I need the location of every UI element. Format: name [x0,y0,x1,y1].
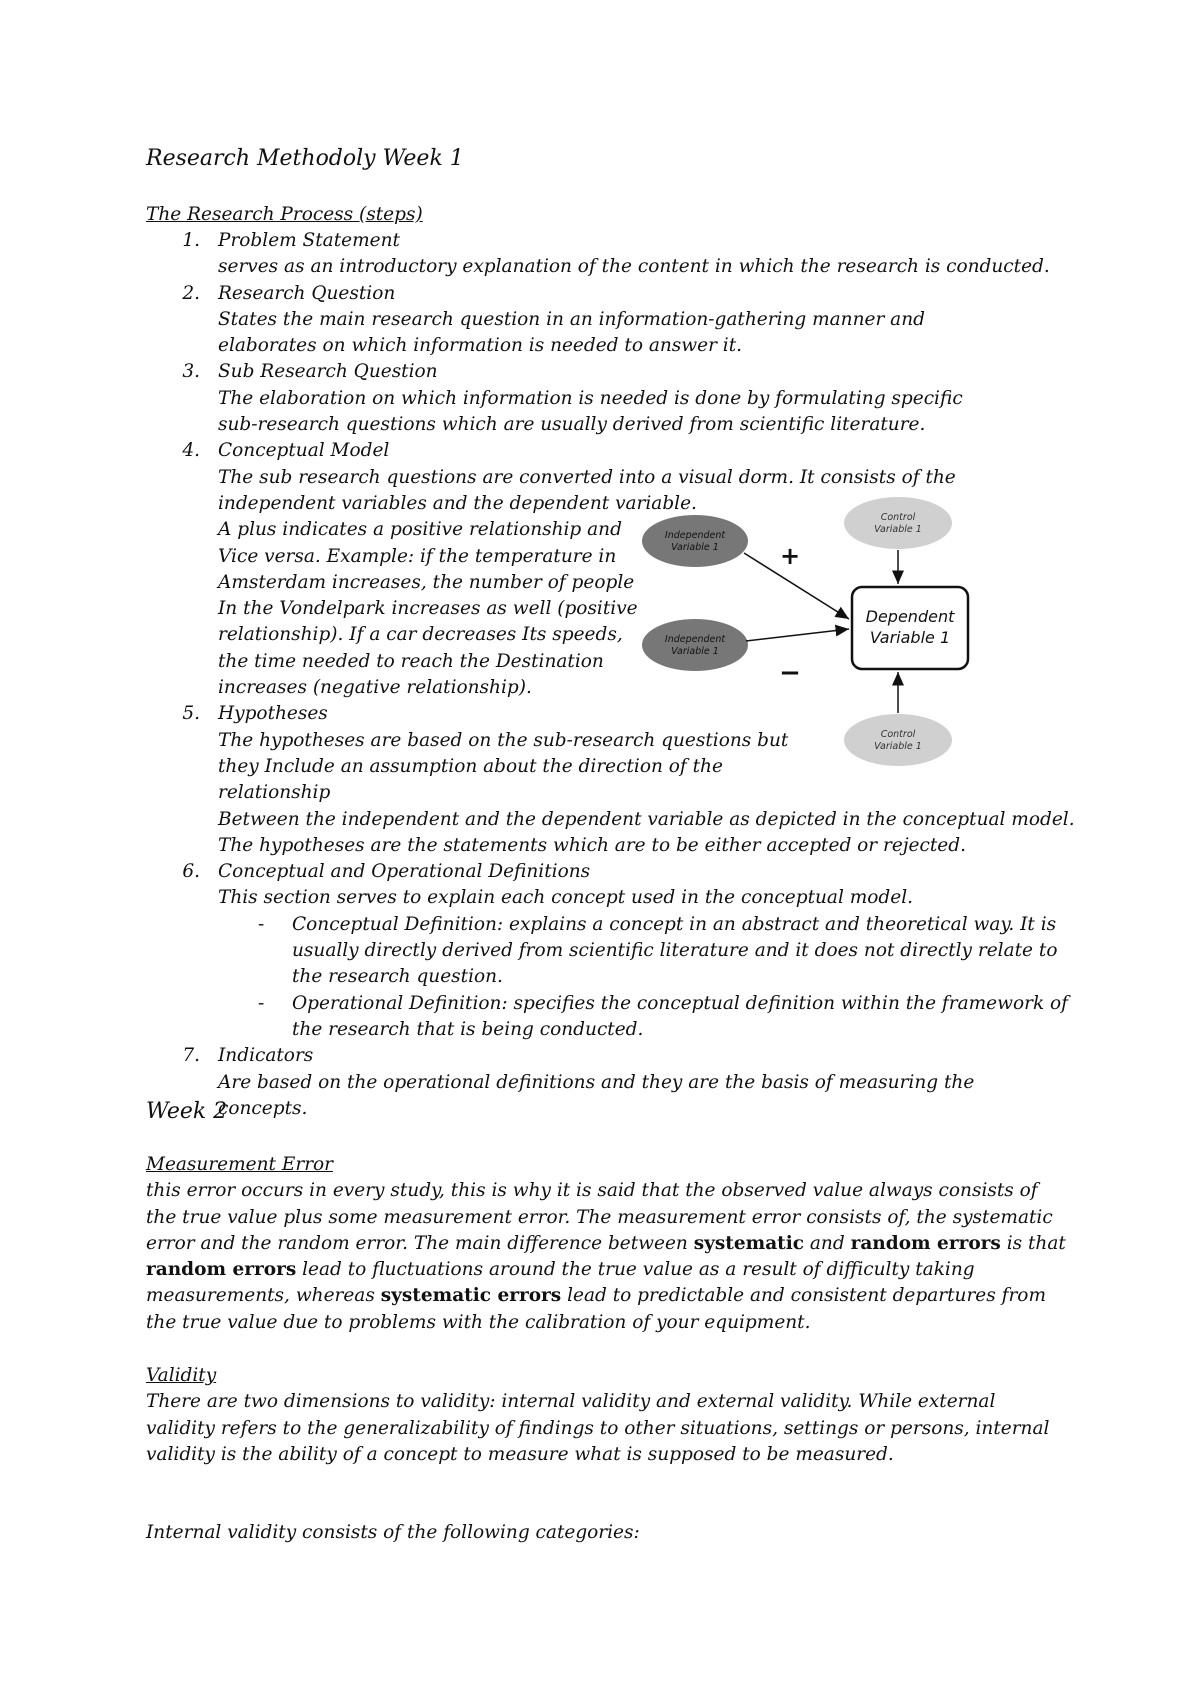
validity-paragraph: There are two dimensions to validity: internal validity and external validity. While external validity refers to the generalizability of findings to other situations, settings or persons, internal validity is the ability of a concept to measure what is supposed to be measured. [146,1391,1050,1465]
independent-variable-2 [642,619,748,671]
plus-sign: + [779,542,801,570]
week2-heading: Week 2 [146,1099,228,1124]
step-description: The sub research questions are converted into a visual dorm. It consists of the independent variables and the dependent variable. [218,466,956,514]
independent-label-1: Independent [664,634,726,645]
validity-section [146,1363,1076,1468]
bold-term: systematic errors [380,1285,562,1307]
control-ellipse [844,497,952,549]
steps-list [0,228,1200,1122]
step-description: Are based on the operational definitions and they are the basis of measuring the concepts. [218,1071,975,1119]
step-description-cont: Between the independent and the dependent variable as depicted in the conceptual model. The hypotheses are the statements which are to be either accepted or rejected. [218,808,1075,856]
text-run: is that [1000,1232,1066,1254]
step-title: Conceptual Model [218,440,390,462]
step-title: Indicators [218,1045,314,1067]
step-description-example: A plus indicates a positive relationship and Vice versa. Example: if the temperature in Amsterdam increases, the number of people In the Vondelpark increases as well (positive relationship). If a car decreases Its speeds, the time needed to reach the Destination increases (negative relationship). [218,519,638,699]
list-item [0,859,1200,1043]
step-title: Conceptual and Operational Definitions [218,861,591,883]
internal-validity-line: Internal validity consists of the following categories: [146,1522,640,1543]
independent-label-2: Variable 1 [671,542,719,553]
list-item [0,701,1200,859]
measurement-error-section [146,1152,1076,1336]
step-number: 7. [182,1045,200,1067]
independent-ellipse [642,619,748,671]
independent-label-1: Independent [664,530,726,541]
bold-term: systematic [693,1232,805,1254]
bold-term: random errors [850,1232,1001,1254]
text-run: this error occurs in every study, this is why it is said that the observed value always consists of the true value plus some measurement error. The measurement error consists of, the systematic error and the random error. The main difference between [146,1180,1053,1254]
steps-heading: The Research Process (steps) [146,204,423,225]
step-description: serves as an introductory explanation of the content in which the research is conducted. [218,256,1050,278]
text-run: lead to predictable and consistent departures from the true value due to problems with the calibration of your equipment. [146,1285,1046,1333]
step-description: The hypotheses are based on the sub-research questions but they Include an assumption about the direction of the relationship [218,729,789,804]
list-item [0,281,1200,360]
step-description: This section serves to explain each concept used in the conceptual model. [218,887,914,909]
control-variable-top [844,497,952,549]
step-number: 4. [182,440,200,462]
measurement-paragraph [146,1178,1066,1336]
list-item [0,359,1200,438]
minus-sign: − [779,658,801,688]
step-number: 5. [182,703,200,725]
arrow-independent-2 [746,629,849,641]
step-number: 6. [182,861,200,883]
dependent-label-1: Dependent [865,607,955,626]
step-description: States the main research question in an information-gathering manner and elaborates on which information is needed to answer it. [218,308,925,357]
dependent-variable [852,587,968,669]
step-title: Sub Research Question [218,361,438,383]
control-label-1: Control [880,729,916,740]
step-number: 3. [182,361,200,383]
document-title: Research Methodoly Week 1 [146,146,464,171]
step-title: Research Question [218,282,396,304]
step-number: 2. [182,282,200,304]
bullet-item [258,991,1072,1044]
bold-term: random errors [146,1259,297,1281]
independent-label-2: Variable 1 [671,646,719,657]
step-title: Hypotheses [218,703,328,725]
bullet-text: Conceptual Definition: explains a concept in an abstract and theoretical way. It is usually directly derived from scientific literature and it does not directly relate to the research question. [292,913,1058,988]
step-title: Problem Statement [218,230,400,251]
dependent-label-2: Variable 1 [869,628,951,647]
control-label-2: Variable 1 [874,524,922,535]
step-number: 1. [182,230,200,251]
measurement-heading: Measurement Error [146,1154,334,1175]
list-item [0,438,1200,701]
text-run: lead to fluctuations around the true value as a result of difficulty taking measurements, whereas [146,1259,975,1307]
bullet-dash: - [258,913,265,935]
control-label-1: Control [880,512,916,523]
control-variable-bottom [844,714,952,766]
independent-variable-1 [642,515,748,567]
control-label-2: Variable 1 [874,741,922,752]
conceptual-model-diagram [640,495,970,783]
bullet-dash: - [258,992,265,1014]
text-run: and [804,1232,851,1254]
bullet-text: Operational Definition: specifies the conceptual definition within the framework of the research that is being conducted. [292,992,1069,1040]
definition-bullets [218,912,1200,1043]
list-item [0,228,1200,281]
independent-ellipse [642,515,748,567]
bullet-item [258,912,1072,991]
control-ellipse [844,714,952,766]
validity-heading: Validity [146,1365,217,1386]
step-description: The elaboration on which information is needed is done by formulating specific sub-research questions which are usually derived from scientific literature. [218,387,963,436]
